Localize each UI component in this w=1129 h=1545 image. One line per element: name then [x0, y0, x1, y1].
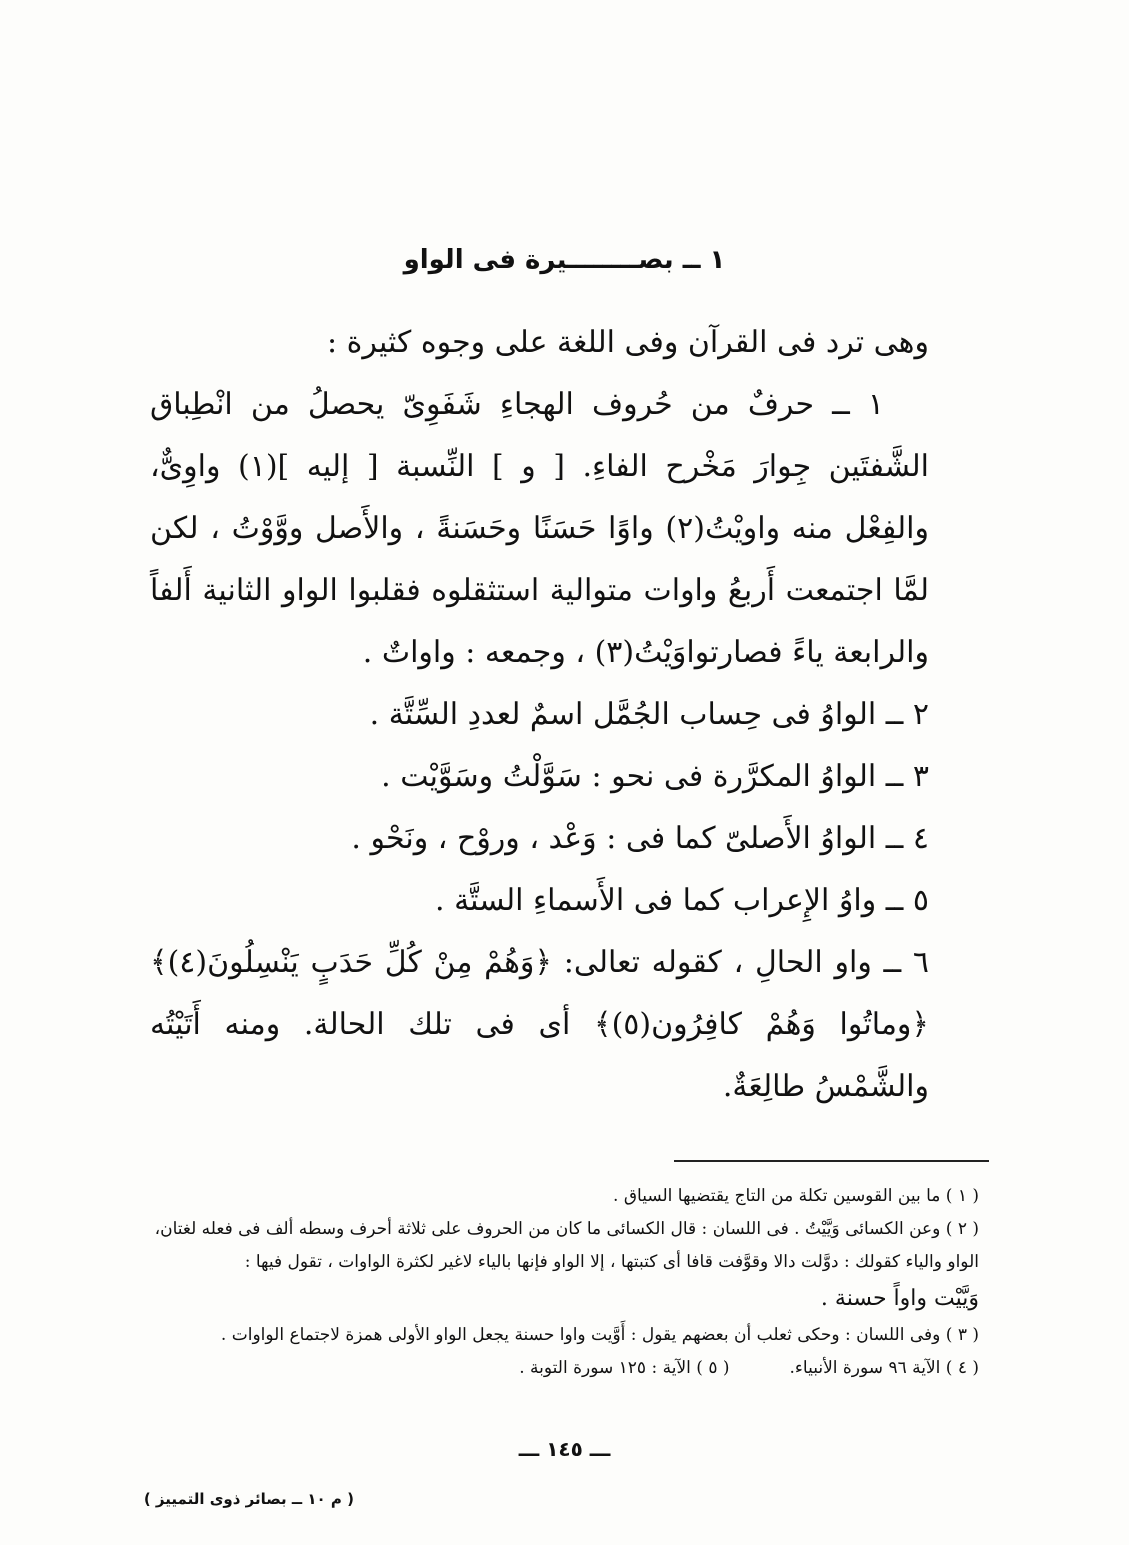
footnote-divider [674, 1160, 989, 1162]
signature-line: ( م ١٠ ــ بصائر ذوى التمييز ) [143, 1490, 354, 1508]
footnote-3: ( ٣ ) وفى اللسان : وحكى ثعلب أن بعضهم يقول : أَوَّيت واوا حسنة يجعل الواو الأولى همزة لاجتماع الواوات . [220, 1325, 979, 1345]
item-3: ٣ ــ الواوُ المكرَّرة فى نحو : سَوَّلْتُ وسَوَّيْت . [381, 759, 929, 794]
footnote-5: ( ٥ ) الآية : ١٢٥ سورة التوبة . [519, 1358, 730, 1378]
item-1: ١ ــ حرفٌ من حُروف الهجاءِ شَفَوِىّ يحصلُ من انْطِباق الشَّفتَين جِوارَ مَخْرح الفاءِ. [ و ] النِّسبة [ إليه ](١) واوِىٌّ، والفِعْل منه واويْتُ(٢) واوًا حَسَنًا وحَسَنةً ، والأَصل ووَّوْتُ ، لكن لمَّا اجتمعت أَربعُ واوات متوالية استثقلوه فقلبوا الواو الثانية أَلفاً والرابعة ياءً فصارتواوَيْتُ(٣) ، وجمعه : واواتٌ . [150, 387, 930, 670]
footnote-2c: وَيَّيْت واواً حسنة . [820, 1286, 979, 1311]
section-title: ١ ــ بصــــــــيرة فى الواو [403, 245, 726, 275]
footnote-2b: الواو والياء كقولك : دوَّلت دالا وقوَّفت قافا أى كتبتها ، إلا الواو فإنها بالياء لاغير لكثرة الواوات ، تقول فيها : [244, 1252, 979, 1272]
footnote-2a: ( ٢ ) وعن الكسائى وَيَّيْتُ . فى اللسان : قال الكسائى ما كان من الحروف على ثلاثة أحرف وسطه ألف فى فعله لغتان، [154, 1219, 979, 1239]
page-number: ـــ ١٤٥ ـــ [518, 1437, 611, 1461]
item-6: ٦ ــ واو الحالِ ، كقوله تعالى: ﴿وَهُمْ مِنْ كُلِّ حَدَبٍ يَنْسِلُونَ(٤)﴾ ﴿وماتُوا وَهُمْ كافِرُون(٥)﴾ أى فى تلك الحالة. ومنه أَتَيْتُه والشَّمْسُ طالِعَةٌ. [150, 945, 929, 1104]
intro-line: وهى ترد فى القرآن وفى اللغة على وجوه كثيرة : [327, 325, 929, 360]
footnote-1: ( ١ ) ما بين القوسين تكلة من التاج يقتضيها السياق . [613, 1186, 979, 1206]
item-5: ٥ ــ واوُ الإِعراب كما فى الأَسماءِ الستَّة . [435, 883, 929, 918]
main-text [150, 312, 929, 1118]
footnote-4: ( ٤ ) الآية ٩٦ سورة الأنبياء. [789, 1358, 979, 1378]
footnote-4-5-row [145, 1352, 979, 1385]
item-4: ٤ ــ الواوُ الأَصلىّ كما فى : وَعْد ، وروْح ، ونَحْو . [351, 821, 929, 856]
item-2: ٢ ــ الواوُ فى حِساب الجُمَّل اسمٌ لعددِ السِّتَّة . [369, 697, 929, 732]
footnotes [145, 1180, 979, 1385]
